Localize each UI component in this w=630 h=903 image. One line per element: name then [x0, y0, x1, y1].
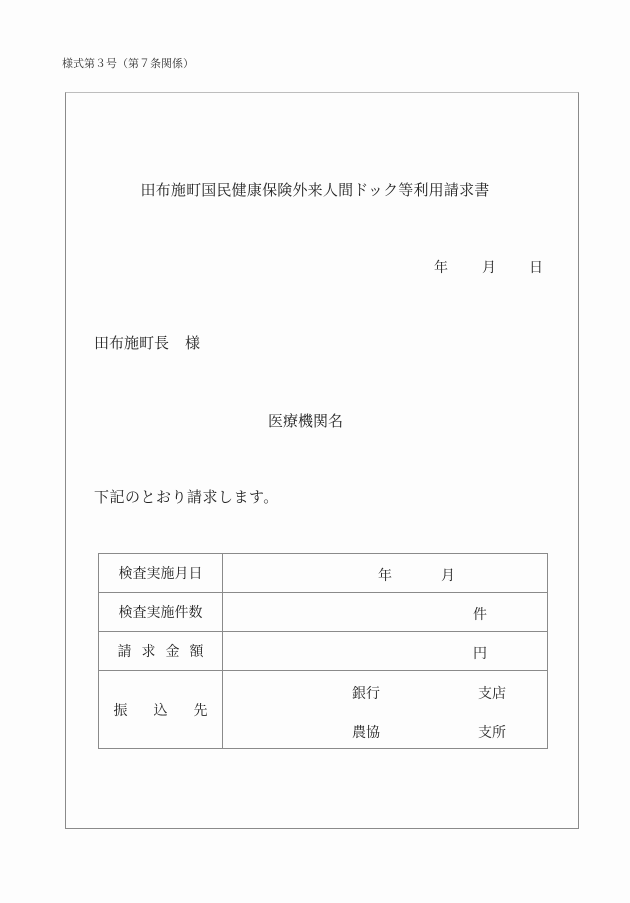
- coop-branch-label: 支所: [478, 725, 506, 741]
- table-row-claim-amount: [99, 632, 548, 671]
- date-month-label: 月: [482, 260, 496, 276]
- bank-label: 銀行: [352, 686, 380, 702]
- transfer-destination-label: 振込先: [99, 671, 223, 749]
- exam-count-label: 検査実施件数: [99, 593, 223, 632]
- document-title: 田布施町国民健康保険外来人間ドック等利用請求書: [140, 181, 490, 199]
- date-day-label: 日: [529, 260, 543, 276]
- exam-count-field[interactable]: [223, 593, 548, 632]
- transfer-destination-field[interactable]: [223, 671, 548, 749]
- date-year-label: 年: [434, 260, 448, 276]
- exam-year-unit: 年: [378, 568, 392, 584]
- exam-date-label: 検査実施月日: [99, 554, 223, 593]
- claim-amount-label: 請求金額: [99, 632, 223, 671]
- branch-label: 支店: [478, 686, 506, 702]
- yen-unit: 円: [473, 646, 487, 662]
- table-row-transfer-destination: [99, 671, 548, 749]
- addressee: [94, 332, 200, 353]
- exam-month-unit: 月: [441, 568, 455, 584]
- institution-name-label: 医療機関名: [268, 412, 344, 430]
- claim-table: [98, 553, 548, 749]
- count-unit: 件: [473, 607, 487, 623]
- claim-amount-field[interactable]: [223, 632, 548, 671]
- exam-date-field[interactable]: [223, 554, 548, 593]
- coop-label: 農協: [352, 725, 380, 741]
- form-number: 様式第３号（第７条関係）: [62, 57, 194, 70]
- addressee-honorific: 様: [185, 334, 201, 352]
- table-row-exam-count: [99, 593, 548, 632]
- request-statement: 下記のとおり請求します。: [94, 488, 279, 506]
- table-row-exam-date: [99, 554, 548, 593]
- addressee-name: 田布施町長: [94, 334, 170, 352]
